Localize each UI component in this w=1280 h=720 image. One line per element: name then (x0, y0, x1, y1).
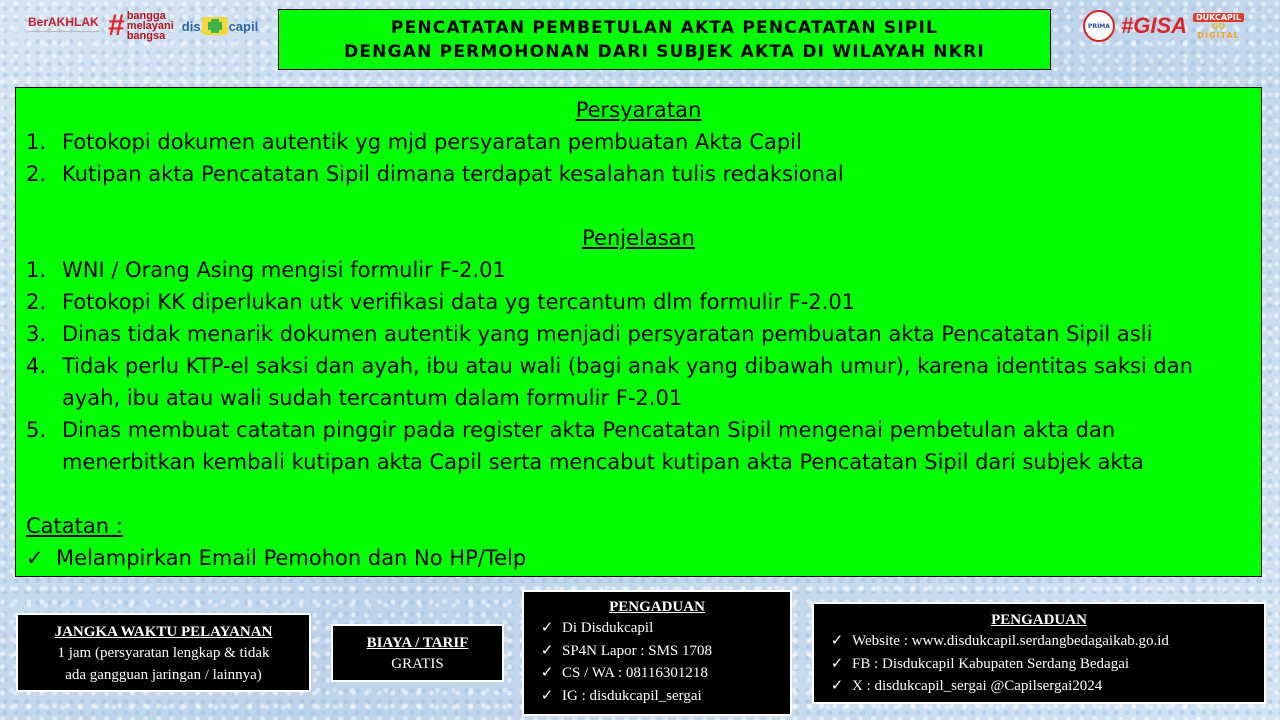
complaint-1-item-cs-wa: CS / WA : 08116301218 (562, 665, 708, 681)
list-item (532, 617, 782, 640)
penjelasan-list (26, 254, 1251, 478)
fee-value: GRATIS (391, 656, 444, 672)
penjelasan-heading: Penjelasan (582, 226, 695, 250)
dukcapil-cross-icon (202, 17, 228, 35)
dukcapil-logo (182, 17, 258, 35)
bangga-logo-text (127, 11, 174, 41)
checkmark-icon: ✓ (830, 633, 844, 649)
list-item (822, 653, 1256, 676)
godigital-line-3: DIGITAL (1197, 30, 1240, 40)
gisa-logo-text: #GISA (1120, 13, 1188, 38)
melayani-word: melayani (126, 20, 174, 32)
complaint-2-item-fb: FB : Disdukcapil Kabupaten Serdang Bedagai (852, 655, 1130, 672)
service-time-line-1: 1 jam (persyaratan lengkap & tidak (57, 645, 270, 661)
list-item (26, 158, 1251, 190)
list-item (26, 126, 1251, 158)
complaint-1-item-ig: IG : disdukcapil_sergai (562, 687, 702, 704)
list-item-text: Dinas tidak menarik dokumen autentik yang menjadi persyaratan pembuatan akta Pencatatan Sipil asli (62, 322, 1153, 346)
checkmark-icon: ✓ (26, 546, 44, 570)
service-time-box (16, 613, 311, 692)
list-item (532, 662, 782, 685)
list-item-text: Dinas membuat catatan pinggir pada register akta Pencatatan Sipil mengenai pembetulan akta dan menerbitkan kembali kutipan akta Capil serta mencabut kutipan akta Pencatatan Sipil dari subjek akta (62, 418, 1144, 474)
complaint-box-1 (522, 590, 792, 716)
godigital-line-1: DUKCAPIL (1193, 13, 1244, 22)
list-item-text: Fotokopi dokumen autentik yg mjd persyaratan pembuatan Akta Capil (62, 130, 802, 154)
requirements-panel (15, 87, 1262, 577)
list-item-number: 5. (26, 418, 47, 442)
complaint-box-2 (812, 602, 1266, 704)
list-item (532, 685, 782, 708)
list-item-number: 2. (26, 290, 47, 314)
checkmark-icon: ✓ (540, 687, 554, 704)
complaint-1-item-office: Di Disdukcapil (562, 620, 654, 636)
logo-group-right (1083, 8, 1244, 44)
fee-heading: BIAYA / TARIF (366, 635, 469, 651)
list-item (822, 630, 1256, 653)
complaint-2-heading: PENGADUAN (991, 612, 1087, 628)
checkmark-icon: ✓ (540, 620, 554, 636)
persyaratan-list (26, 126, 1251, 190)
list-item (26, 350, 1251, 414)
logo-group-left (28, 8, 258, 44)
list-item (26, 414, 1251, 478)
page-title-box (278, 9, 1051, 70)
persyaratan-heading: Persyaratan (575, 98, 702, 122)
prima-logo-text: PRIMA (1088, 22, 1110, 30)
list-item-number: 1. (26, 130, 47, 154)
catatan-heading: Catatan : (26, 514, 123, 538)
dukcapil-logo-left: dis (181, 18, 201, 34)
list-item-text: Tidak perlu KTP-el saksi dan ayah, ibu atau wali (bagi anak yang dibawah umur), karena identitas saksi dan ayah, ibu atau wali sudah tercantum dalam formulir F-2.01 (62, 354, 1193, 410)
list-item (532, 640, 782, 663)
list-item-number: 2. (26, 162, 47, 186)
complaint-2-item-website: Website : www.disdukcapil.serdangbedagaikab.go.id (852, 633, 1169, 649)
complaint-1-heading: PENGADUAN (609, 599, 705, 615)
checkmark-icon: ✓ (830, 655, 844, 672)
checkmark-icon: ✓ (540, 642, 554, 659)
list-item-number: 1. (26, 258, 47, 282)
bangsa-word: bangsa (126, 30, 166, 42)
fee-box (331, 624, 504, 682)
hashtag-icon: # (108, 9, 125, 42)
list-item-text: Kutipan akta Pencatatan Sipil dimana terdapat kesalahan tulis redaksional (62, 162, 844, 186)
service-time-heading: JANGKA WAKTU PELAYANAN (54, 624, 273, 640)
berakhlak-logo (28, 15, 100, 38)
prima-logo (1083, 10, 1115, 42)
list-item (26, 318, 1251, 350)
list-item (26, 286, 1251, 318)
service-time-line-2: ada gangguan jaringan / lainnya) (65, 667, 262, 683)
berakhlak-logo-text: BerAKHLAK (28, 14, 99, 29)
list-item-text: Fotokopi KK diperlukan utk verifikasi data yg tercantum dlm formulir F-2.01 (62, 290, 856, 314)
complaint-1-item-sp4n: SP4N Lapor : SMS 1708 (562, 642, 713, 659)
list-item (26, 254, 1251, 286)
list-item-text: WNI / Orang Asing mengisi formulir F-2.01 (62, 258, 506, 282)
page-title-line-2: DENGAN PERMOHONAN DARI SUBJEK AKTA DI WILAYAH NKRI (344, 41, 985, 62)
bangga-melayani-bangsa-logo (108, 11, 174, 41)
complaint-2-item-x: X : disdukcapil_sergai @Capilsergai2024 (852, 678, 1103, 694)
bangga-word: bangga (126, 10, 166, 22)
page-title-line-1: PENCATATAN PEMBETULAN AKTA PENCATATAN SIPIL (390, 17, 939, 38)
list-item-number: 4. (26, 354, 47, 378)
dukcapil-go-digital-logo (1193, 13, 1244, 40)
catatan-text: Melampirkan Email Pemohon dan No HP/Telp (56, 546, 527, 570)
dukcapil-logo-right: capil (228, 18, 259, 34)
berakhlak-logo-tagline (28, 31, 100, 38)
checkmark-icon: ✓ (830, 678, 844, 694)
gisa-logo (1121, 15, 1187, 37)
list-item (822, 675, 1256, 698)
spacer (26, 190, 1251, 222)
checkmark-icon: ✓ (540, 665, 554, 681)
list-item-number: 3. (26, 322, 47, 346)
catatan-line (26, 542, 1251, 574)
spacer (26, 478, 1251, 510)
godigital-line-2: GO (1211, 21, 1226, 31)
